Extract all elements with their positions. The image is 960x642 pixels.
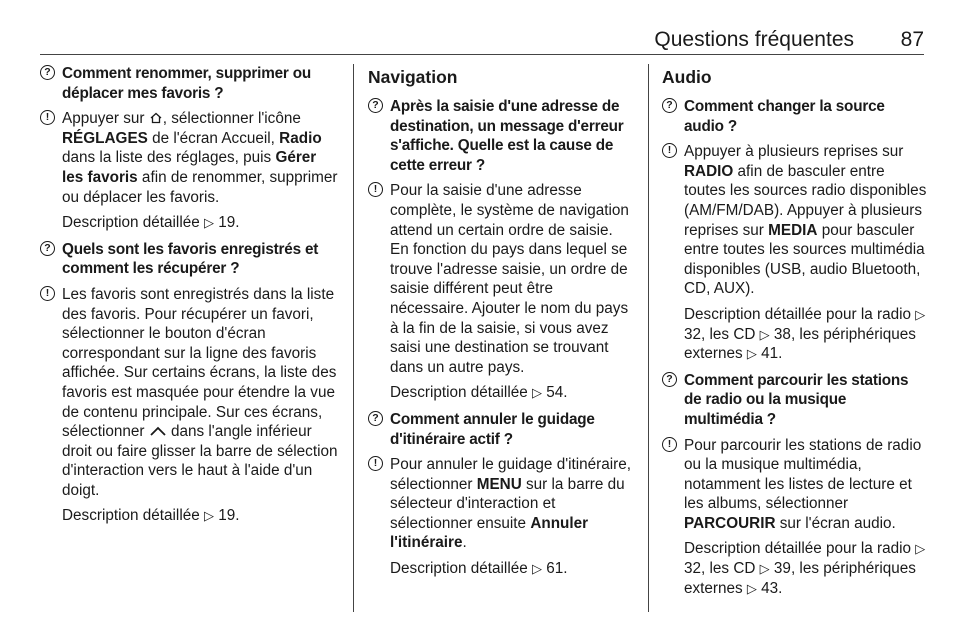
ref-arrow-icon: ▷ xyxy=(746,346,757,362)
exclamation-icon: ! xyxy=(662,143,677,158)
chevron-up-icon xyxy=(149,424,167,438)
exclamation-icon: ! xyxy=(40,286,55,301)
ref-arrow-icon: ▷ xyxy=(532,561,542,577)
home-icon xyxy=(149,111,163,125)
question-mark-icon: ? xyxy=(662,98,677,113)
question: ? Après la saisie d'une adresse de destination, un message d'erreur s'affiche. Quelle est la cause de cette erreur ? xyxy=(368,97,634,175)
column-navigation xyxy=(368,64,634,610)
description-reference: Description détaillée pour la radio ▷ 32, les CD ▷ 38, les périphériques externes ▷ 41. xyxy=(684,305,926,363)
question-mark-icon: ? xyxy=(40,65,55,80)
ref-arrow-icon: ▷ xyxy=(915,306,926,322)
page-number: 87 xyxy=(900,28,924,51)
exclamation-icon: ! xyxy=(368,182,383,197)
question: ? Comment changer la source audio ? xyxy=(662,97,928,136)
description-reference: Description détaillée ▷ 19. xyxy=(62,507,240,525)
page-title: Questions fréquentes xyxy=(654,28,854,51)
column-divider xyxy=(648,64,649,612)
question: ? Comment parcourir les stations de radio ou la musique multimédia ? xyxy=(662,371,928,430)
question-mark-icon: ? xyxy=(662,372,677,387)
answer: ! Appuyer sur , sélectionner l'icône RÉGLAGES de l'écran Accueil, Radio dans la liste des réglages, puis Gérer les favoris afin de renommer, supprimer ou déplacer les favoris. xyxy=(40,109,340,207)
section-title: Navigation xyxy=(368,67,458,87)
section-title: Audio xyxy=(662,67,712,87)
ref-arrow-icon: ▷ xyxy=(759,326,770,342)
answer: ! Pour parcourir les stations de radio ou la musique multimédia, notamment les listes de lecture et les albums, sélectionner PARCOURIR sur l'écran audio. xyxy=(662,436,928,534)
answer: ! Pour la saisie d'une adresse complète, le système de navigation attend un certain ordre de saisie. En fonction du pays dans lequel se trouve l'adresse saisie, un ordre de saisie différent peut être nécessaire. Ajouter le nom du pays à la fin de la saisie, si vous avez saisi une destination se trouvant dans un autre pays. xyxy=(368,181,634,377)
question: ? Quels sont les favoris enregistrés et comment les récupérer ? xyxy=(40,240,340,279)
question-mark-icon: ? xyxy=(40,241,55,256)
answer: ! Appuyer à plusieurs reprises sur RADIO afin de basculer entre toutes les sources radio disponibles (AM/FM/DAB). Appuyer à plusieurs reprises sur MEDIA pour basculer entre toutes les sources multimédia disponibles (USB, audio Bluetooth, CD, AUX). xyxy=(662,142,928,299)
ref-arrow-icon: ▷ xyxy=(746,580,757,596)
exclamation-icon: ! xyxy=(662,437,677,452)
question-mark-icon: ? xyxy=(368,98,383,113)
description-reference: Description détaillée ▷ 19. xyxy=(62,214,240,232)
answer: ! Les favoris sont enregistrés dans la liste des favoris. Pour récupérer un favori, sélectionner le bouton d'écran correspondant sur la ligne des favoris affichée. Sur certains écrans, la liste des favoris est masquée pour étendre la vue de contenu principale. Sur ces écrans, sélectionner dans l'angle inférieur droit ou faire glisser la barre de sélection d'interaction vers le haut à l'aide d'un doigt. xyxy=(40,285,340,501)
description-reference: Description détaillée pour la radio ▷ 32, les CD ▷ 39, les périphériques externes ▷ 43. xyxy=(684,540,926,597)
description-reference: Description détaillée ▷ 61. xyxy=(390,560,568,578)
column-divider xyxy=(353,64,354,612)
answer: ! Pour annuler le guidage d'itinéraire, sélectionner MENU sur la barre du sélecteur d'interaction et sélectionner ensuite Annuler l'itinéraire. xyxy=(368,455,634,553)
exclamation-icon: ! xyxy=(40,110,55,125)
ref-arrow-icon: ▷ xyxy=(204,508,214,524)
ref-arrow-icon: ▷ xyxy=(915,541,926,557)
question: ? Comment annuler le guidage d'itinéraire actif ? xyxy=(368,410,634,449)
description-reference: Description détaillée ▷ 54. xyxy=(390,384,568,402)
column-audio xyxy=(662,64,928,610)
page-header xyxy=(40,26,924,55)
question-mark-icon: ? xyxy=(368,411,383,426)
ref-arrow-icon: ▷ xyxy=(759,561,770,577)
column-favorites xyxy=(40,64,340,610)
ref-arrow-icon: ▷ xyxy=(532,385,542,401)
question: ? Comment renommer, supprimer ou déplacer mes favoris ? xyxy=(40,64,340,103)
exclamation-icon: ! xyxy=(368,456,383,471)
ref-arrow-icon: ▷ xyxy=(204,215,214,231)
